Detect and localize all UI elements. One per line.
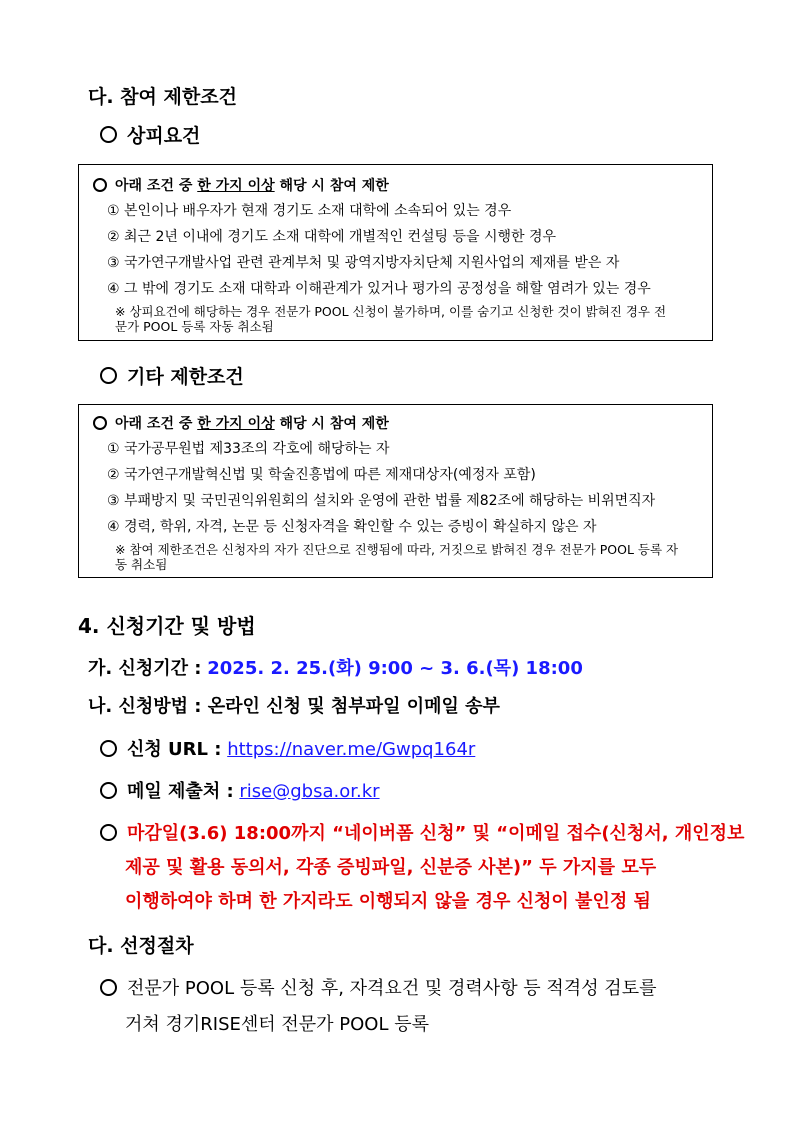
conflict-conditions-box <box>78 164 713 341</box>
box-heading <box>93 175 389 195</box>
condition-item: ③ 국가연구개발사업 관련 관계부처 및 광역지방자치단체 지원사업의 제재를 받은 자 <box>107 255 620 271</box>
deadline-notice <box>100 819 744 845</box>
circle-bullet-icon <box>93 178 107 192</box>
deadline-line: 마감일(3.6) 18:00까지 “네이버폼 신청” 및 “이메일 접수(신청서, 개인정보 <box>127 823 745 844</box>
deadline-line: 이행하여야 하며 한 가지라도 이행되지 않을 경우 신청이 불인정 됨 <box>125 891 651 912</box>
email-link[interactable]: rise@gbsa.or.kr <box>239 781 380 802</box>
condition-item: ② 국가연구개발혁신법 및 학술진흥법에 따른 제재대상자(예정자 포함) <box>107 467 536 483</box>
mail-line <box>100 777 380 803</box>
period-label: 가. 신청기간 : <box>88 658 202 679</box>
section-heading-restrictions: 다. 참여 제한조건 <box>88 86 237 108</box>
box-heading-pre: 아래 조건 중 <box>115 178 198 194</box>
application-method: 나. 신청방법 : 온라인 신청 및 첨부파일 이메일 송부 <box>88 696 500 717</box>
section-heading-selection: 다. 선정절차 <box>88 935 194 957</box>
condition-item: ① 국가공무원법 제33조의 각호에 해당하는 자 <box>107 441 390 457</box>
box-heading-underlined: 한 가지 이상 <box>197 178 275 194</box>
box-heading <box>93 413 389 433</box>
mail-label: 메일 제출처 : <box>127 781 234 802</box>
subheading-other-label: 기타 제한조건 <box>127 366 244 388</box>
condition-item: ③ 부패방지 및 국민권익위원회의 설치와 운영에 관한 법률 제82조에 해당하는 비위면직자 <box>107 493 656 509</box>
subheading-conflict <box>100 121 200 148</box>
section-heading-application: 4. 신청기간 및 방법 <box>78 614 256 638</box>
circle-bullet-icon <box>100 824 117 841</box>
circle-bullet-icon <box>100 126 117 143</box>
condition-item: ④ 그 밖에 경기도 소재 대학과 이해관계가 있거나 평가의 공정성을 해할 염려가 있는 경우 <box>107 281 651 297</box>
url-label: 신청 URL : <box>127 739 222 760</box>
selection-process <box>100 974 656 1000</box>
url-line <box>100 735 475 761</box>
box-heading-pre: 아래 조건 중 <box>115 416 198 432</box>
circle-bullet-icon <box>93 416 107 430</box>
period-value: 2025. 2. 25.(화) 9:00 ~ 3. 6.(목) 18:00 <box>207 658 583 679</box>
condition-item: ④ 경력, 학위, 자격, 논문 등 신청자격을 확인할 수 있는 증빙이 확실하지 않은 자 <box>107 519 597 535</box>
circle-bullet-icon <box>100 740 117 757</box>
box-note: ※ 참여 제한조건은 신청자의 자가 진단으로 진행됨에 따라, 거짓으로 밝혀진 경우 전문가 POOL 등록 자동 취소됨 <box>115 542 679 572</box>
box-heading-underlined: 한 가지 이상 <box>197 416 275 432</box>
subheading-other <box>100 362 244 389</box>
application-period <box>88 654 583 680</box>
other-conditions-box <box>78 404 713 578</box>
application-url-link[interactable]: https://naver.me/Gwpq164r <box>227 739 476 760</box>
box-heading-post: 해당 시 참여 제한 <box>274 416 389 432</box>
circle-bullet-icon <box>100 367 117 384</box>
condition-item: ① 본인이나 배우자가 현재 경기도 소재 대학에 소속되어 있는 경우 <box>107 203 512 219</box>
box-heading-post: 해당 시 참여 제한 <box>274 178 389 194</box>
condition-item: ② 최근 2년 이내에 경기도 소재 대학에 개별적인 컨설팅 등을 시행한 경우 <box>107 229 557 245</box>
circle-bullet-icon <box>100 782 117 799</box>
selection-line: 전문가 POOL 등록 신청 후, 자격요건 및 경력사항 등 적격성 검토를 <box>127 978 657 999</box>
box-note: ※ 상피요건에 해당하는 경우 전문가 POOL 신청이 불가하며, 이를 숨기고 신청한 것이 밝혀진 경우 전문가 POOL 등록 자동 취소됨 <box>115 304 667 334</box>
subheading-conflict-label: 상피요건 <box>127 125 201 147</box>
selection-line: 거쳐 경기RISE센터 전문가 POOL 등록 <box>125 1014 429 1035</box>
circle-bullet-icon <box>100 979 117 996</box>
deadline-line: 제공 및 활용 동의서, 각종 증빙파일, 신분증 사본)” 두 가지를 모두 <box>125 857 657 878</box>
